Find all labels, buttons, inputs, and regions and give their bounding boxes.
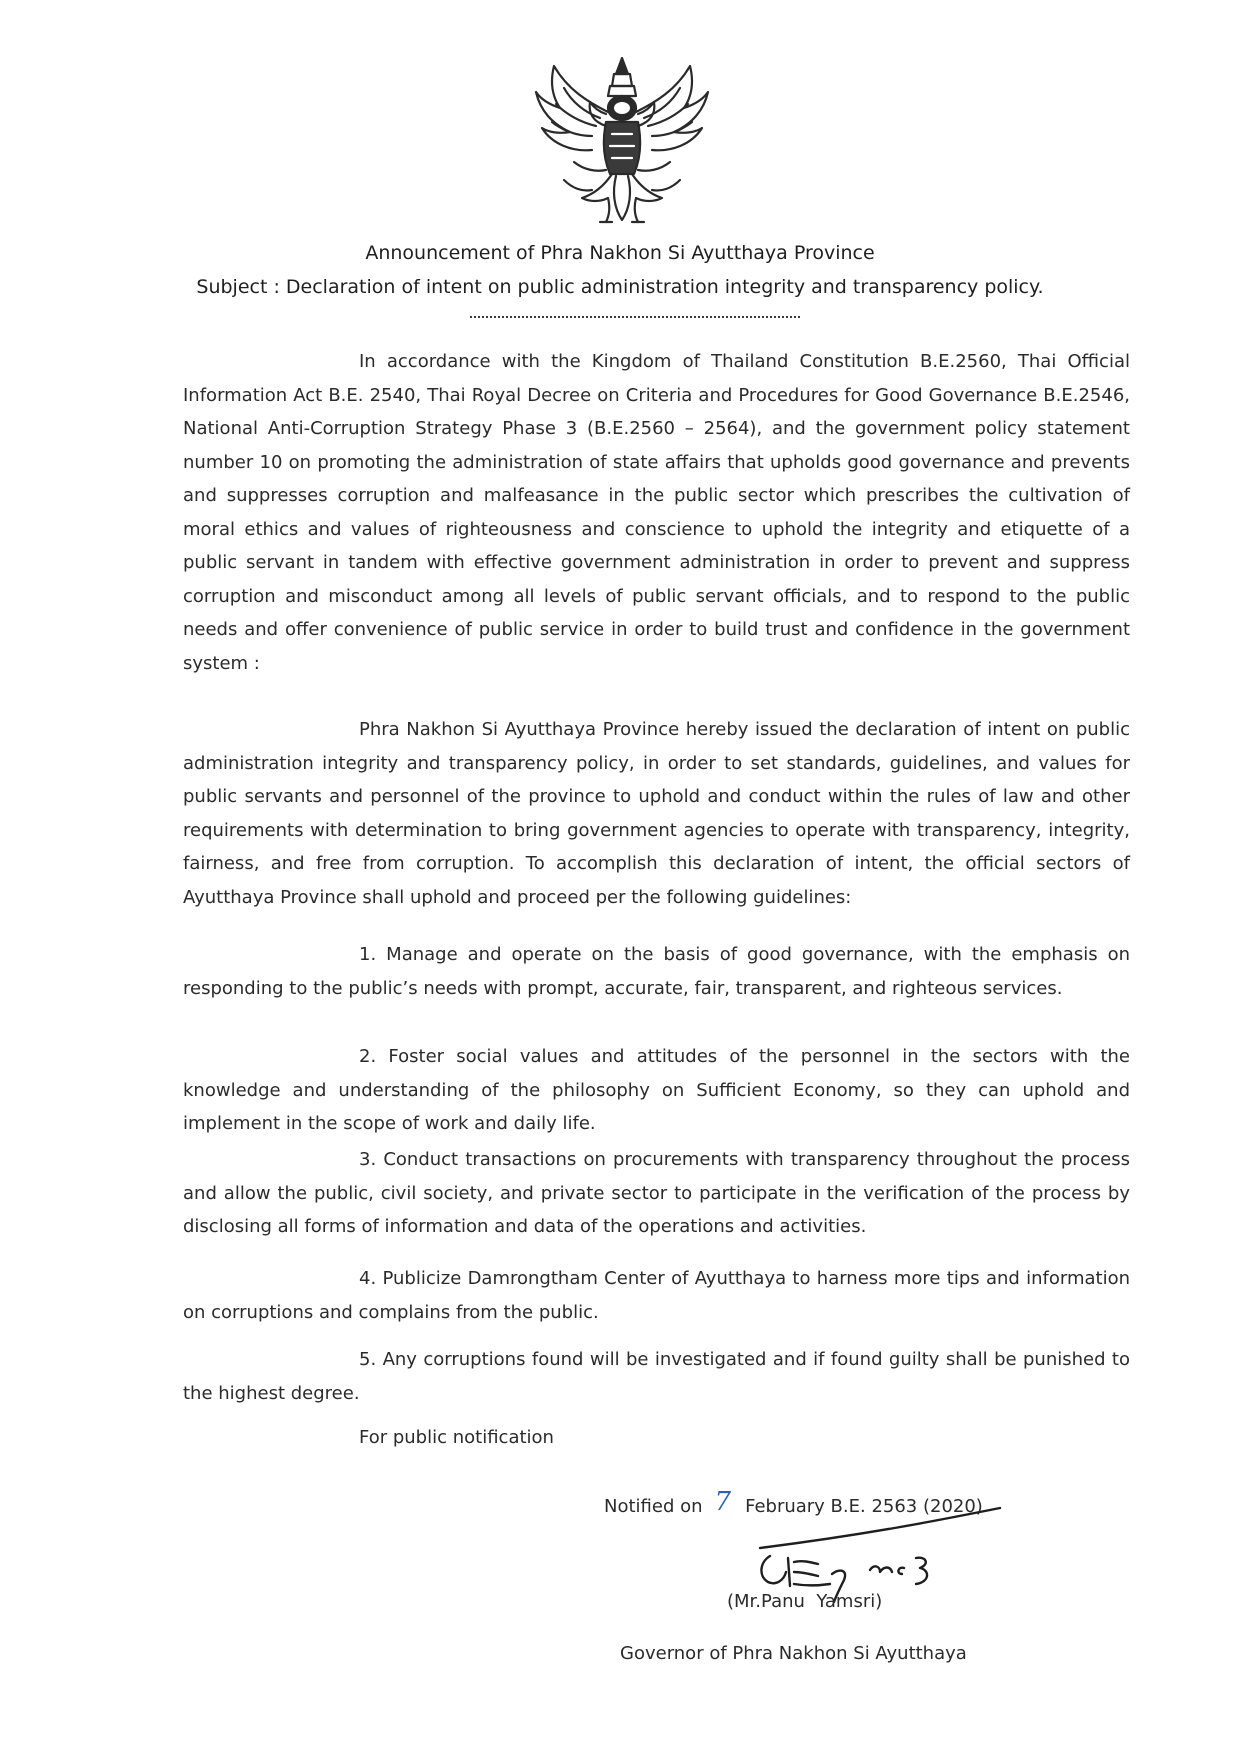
guideline-item-3: 3. Conduct transactions on procurements with transparency throughout the process and allow the public, civil society, and private sector to participate in the verification of the process by disclosing all forms of information and data of the operations and activities. [183,1149,1130,1237]
declaration-paragraph: Phra Nakhon Si Ayutthaya Province hereby issued the declaration of intent on public administration integrity and transparency policy, in order to set standards, guidelines, and values for public servants and personnel of the province to uphold and conduct within the rules of law and other requirements with determination to bring government agencies to operate with transparency, integrity, fairness, and free from corruption. To accomplish this declaration of intent, the official sectors of Ayutthaya Province shall uphold and proceed per the following guidelines: [183,719,1130,908]
preamble-paragraph: In accordance with the Kingdom of Thailand Constitution B.E.2560, Thai Official Information Act B.E. 2540, Thai Royal Decree on Criteria and Procedures for Good Governance B.E.2546, National Anti-Corruption Strategy Phase 3 (B.E.2560 – 2564), and the government policy statement number 10 on promoting the administration of state affairs that upholds good governance and prevents and suppresses corruption and malfeasance in the public sector which prescribes the cultivation of moral ethics and values of righteousness and conscience to uphold the integrity and etiquette of a public servant in tandem with effective government administration in order to prevent and suppress corruption and misconduct among all levels of public servant officials, and to respond to the public needs and offer convenience of public service in order to build trust and confidence in the government system : [183,351,1130,674]
announcement-subject: Subject : Declaration of intent on public administration integrity and transparency policy. [196,276,1044,298]
handwritten-signature-icon [740,1496,1020,1606]
guideline-item-2: 2. Foster social values and attitudes of the personnel in the sectors with the knowledge and understanding of the philosophy on Sufficient Economy, so they can uphold and implement in the scope of work and daily life. [183,1046,1130,1134]
signer-position: Governor of Phra Nakhon Si Ayutthaya [620,1643,967,1664]
announcement-title: Announcement of Phra Nakhon Si Ayutthaya Province [365,242,875,264]
garuda-emblem-icon [530,52,714,234]
closing-line: For public notification [359,1427,554,1448]
guideline-item-4: 4. Publicize Damrongtham Center of Ayutthaya to harness more tips and information on corruptions and complains from the public. [183,1268,1130,1323]
notified-day: 7 [714,1487,732,1517]
notified-month-year: February B.E. 2563 (2020) [745,1496,983,1517]
dotted-divider [470,316,800,318]
notified-prefix: Notified on [604,1496,703,1517]
signer-name: (Mr.Panu Yamsri) [727,1591,883,1612]
guideline-item-1: 1. Manage and operate on the basis of good governance, with the emphasis on responding to the public’s needs with prompt, accurate, fair, transparent, and righteous services. [183,944,1130,999]
guideline-item-5: 5. Any corruptions found will be investigated and if found guilty shall be punished to the highest degree. [183,1349,1130,1404]
